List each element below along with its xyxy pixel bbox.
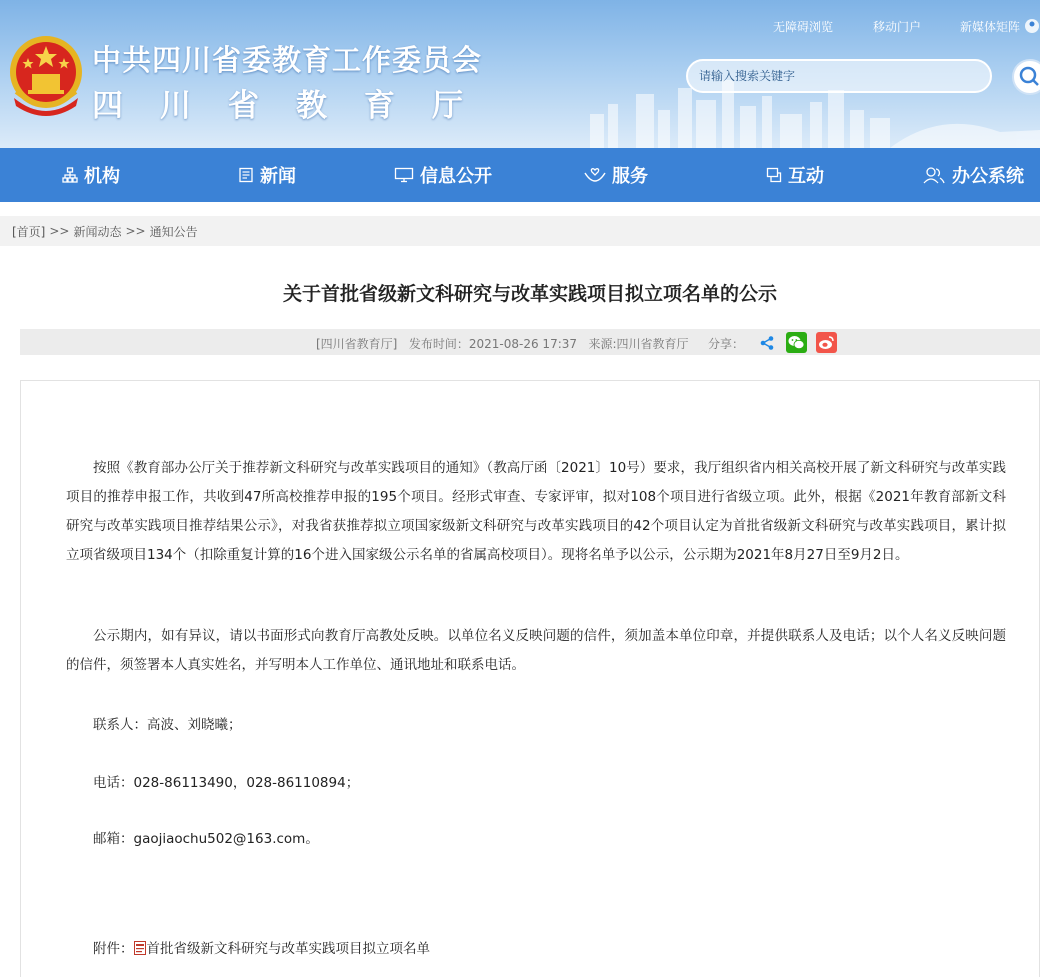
service-hands-icon <box>584 167 606 183</box>
share-icon <box>759 335 775 351</box>
chat-icon <box>766 167 782 183</box>
meta-publish-label: 发布时间： <box>408 337 469 351</box>
breadcrumb-notices[interactable]: 通知公告 <box>149 224 198 239</box>
search-input[interactable] <box>686 59 992 93</box>
email-line: 邮箱：gaojiaochu502@163.com。 <box>93 831 319 847</box>
wechat-icon <box>788 335 805 350</box>
meta-source-label: 来源: <box>588 337 617 351</box>
attachment-label: 附件： <box>93 941 134 957</box>
attachment-line <box>93 937 430 957</box>
new-media-icon[interactable] <box>1024 18 1040 34</box>
share-label: 分享： <box>708 337 745 351</box>
weibo-icon <box>818 335 835 350</box>
breadcrumb-news[interactable]: 新闻动态 <box>73 224 122 239</box>
attachment-name: 首批省级新文科研究与改革实践项目拟立项名单 <box>146 941 430 957</box>
main-nav <box>0 148 1040 202</box>
nav-item-label: 服务 <box>612 166 648 187</box>
phone-line: 电话：028-86113490，028-86110894； <box>93 775 360 791</box>
nav-item-news[interactable] <box>238 148 296 202</box>
pdf-file-icon <box>134 941 146 955</box>
article-title: 关于首批省级新文科研究与改革实践项目拟立项名单的公示 <box>282 283 777 305</box>
nav-item-label: 互动 <box>788 166 824 187</box>
contact-line: 联系人：高波、刘晓曦； <box>93 717 242 733</box>
monitor-icon <box>394 167 414 183</box>
site-header <box>0 0 1040 148</box>
nav-item-service[interactable] <box>584 148 648 202</box>
wechat-share-button[interactable] <box>786 332 807 353</box>
users-icon <box>922 166 946 184</box>
nav-item-interaction[interactable] <box>766 148 824 202</box>
top-link-new-media[interactable]: 新媒体矩阵 <box>960 20 1021 34</box>
site-subtitle: 四川省教育厅 <box>92 88 500 124</box>
attachment-link[interactable] <box>134 941 431 957</box>
top-link-mobile[interactable]: 移动门户 <box>873 20 922 34</box>
meta-source: 四川省教育厅 <box>616 337 689 351</box>
nav-item-label: 信息公开 <box>420 166 492 187</box>
nav-item-office-system[interactable] <box>922 148 1024 202</box>
nav-item-label: 办公系统 <box>952 166 1024 187</box>
news-icon <box>238 167 254 183</box>
search-icon <box>1014 61 1040 93</box>
nav-item-org[interactable] <box>62 148 120 202</box>
site-title: 中共四川省委教育工作委员会 <box>92 43 483 77</box>
article-meta-text <box>316 335 689 352</box>
breadcrumb-separator: >> <box>125 224 146 238</box>
meta-department: [四川省教育厅] <box>316 337 398 351</box>
breadcrumb <box>0 216 1040 246</box>
article-meta <box>20 329 1040 355</box>
weibo-share-button[interactable] <box>816 332 837 353</box>
search-button[interactable] <box>1012 59 1040 95</box>
meta-publish-time: 2021-08-26 17:37 <box>468 337 578 351</box>
org-chart-icon <box>62 167 78 183</box>
article-body <box>20 380 1040 977</box>
article-paragraph: 公示期内，如有异议，请以书面形式向教育厅高教处反映。以单位名义反映问题的信件，须加盖本单位印章，并提供联系人及电话；以个人名义反映问题的信件，须签署本人真实姓名，并写明本人工作单位、通讯地址和联系电话。 <box>66 628 1006 673</box>
breadcrumb-separator: >> <box>49 224 70 238</box>
national-emblem-icon <box>6 32 86 120</box>
top-link-accessibility[interactable]: 无障碍浏览 <box>773 20 834 34</box>
article-paragraph: 按照《教育部办公厅关于推荐新文科研究与改革实践项目的通知》（教高厅函〔2021〕10号）要求，我厅组织省内相关高校开展了新文科研究与改革实践项目的推荐申报工作，共收到47所高校推荐申报的195个项目。经形式审查、专家评审，拟对108个项目进行省级立项。此外，根据《2021年教育部新文科研究与改革实践项目推荐结果公示》，对我省获推荐拟立项国家级新文科研究与改革实践项目的42个项目认定为首批省级新文科研究与改革实践项目，累计拟立项省级项目134个（扣除重复计算的16个进入国家级公示名单的省属高校项目）。现将名单予以公示，公示期为2021年8月27日至9月2日。 <box>66 460 1006 563</box>
nav-item-info-disclosure[interactable] <box>394 148 492 202</box>
breadcrumb-home[interactable]: [首页] <box>12 224 46 239</box>
share-button[interactable] <box>756 332 777 353</box>
nav-item-label: 机构 <box>84 166 120 187</box>
nav-item-label: 新闻 <box>260 166 296 187</box>
